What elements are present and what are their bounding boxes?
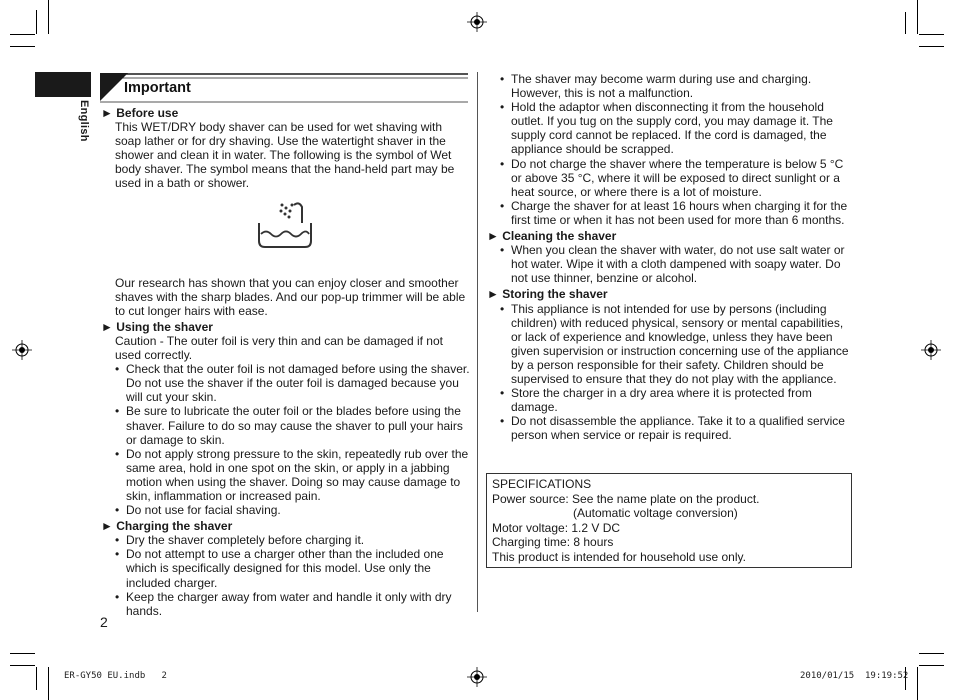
crop-mark <box>917 667 918 700</box>
bullet-list <box>101 533 471 618</box>
paragraph: Our research has shown that you can enjoy closer and smoother shaves with the sharp blades. And our pop-up trimmer will be able to cut longer hairs with ease. <box>115 275 466 318</box>
crop-mark <box>905 12 906 34</box>
arrow-icon: ► <box>101 319 113 334</box>
footer-file: ER-GY50 EU.indb 2 <box>64 671 167 681</box>
crop-mark <box>10 653 35 654</box>
crop-mark <box>48 0 49 34</box>
language-tab-label: English <box>78 100 90 142</box>
subsection-title-text: Before use <box>116 106 179 120</box>
language-tab-block <box>35 72 91 97</box>
list-item: • When you clean the shaver with water, do not use salt water or hot water. Wipe it with a cloth dampened with soapy water. Do not use thinner, benzine or alcohol. <box>500 243 845 286</box>
subsection-title-text: Cleaning the shaver <box>502 229 617 244</box>
list-item: • Do not attempt to use a charger other than the included one which is specifically designed for this model. Use only the included charger. <box>115 547 444 590</box>
list-item: • Hold the adaptor when disconnecting it from the household outlet. If you tug on the supply cord, you may damage it. The supply cord cannot be replaced. If the cord is damaged, the appliance should be scrapped. <box>500 100 833 157</box>
arrow-icon: ► <box>487 229 499 244</box>
section-heading: Important <box>124 80 191 96</box>
list-item: • Check that the outer foil is not damaged before using the shaver. Do not use the shaver if the outer foil is damaged because you will cut your skin. <box>115 362 470 405</box>
crop-mark <box>919 46 944 47</box>
crop-mark <box>36 10 37 34</box>
paragraph: This WET/DRY body shaver can be used for wet shaving with soap lather or for dry shaving. Use the watertight shaver in the shower and clean it in water. The following is the symbol of Wet body shaver. The symbol means that the hand-held part may be used in a bath or shower. <box>115 120 455 191</box>
subsection-title <box>487 287 855 301</box>
wet-shaver-bath-icon <box>256 201 314 249</box>
list-item: • Dry the shaver completely before charging it. <box>115 533 365 548</box>
subsection-title <box>101 106 471 120</box>
footer-date: 2010/01/15 <box>800 671 855 681</box>
list-item: • The shaver may become warm during use and charging. However, this is not a malfunction. <box>500 72 812 101</box>
list-item: • Store the charger in a dry area where it is protected from damage. <box>500 386 812 415</box>
crop-mark <box>917 0 918 34</box>
list-item: • Do not disassemble the appliance. Take it to a qualified service person when service or repair is required. <box>500 414 845 443</box>
spec-charging-time: Charging time: 8 hours <box>492 535 614 550</box>
registration-mark-icon <box>467 12 487 32</box>
bullet-list <box>487 302 855 443</box>
list-item: • Charge the shaver for at least 16 hours when charging it for the first time or when it has not been used for more than 6 months. <box>500 198 848 227</box>
subsection-title-text: Charging the shaver <box>116 519 233 534</box>
subsection-title-text: Using the shaver <box>116 319 213 334</box>
left-column <box>101 106 471 618</box>
arrow-icon: ► <box>101 106 113 120</box>
footer-time: 19:19:52 <box>865 671 909 681</box>
arrow-icon: ► <box>101 519 113 534</box>
list-item: • Keep the charger away from water and handle it only with dry hands. <box>115 589 452 618</box>
subsection-title <box>101 519 471 533</box>
arrow-icon: ► <box>487 287 499 302</box>
crop-mark <box>36 667 37 690</box>
crop-mark <box>10 665 35 666</box>
crop-mark <box>919 34 944 35</box>
list-item: • Do not use for facial shaving. <box>115 503 281 518</box>
registration-mark-icon <box>921 340 941 360</box>
crop-mark <box>48 667 49 700</box>
right-column <box>487 72 855 442</box>
spec-power-source: Power source: See the name plate on the product. <box>492 491 760 506</box>
registration-mark-icon <box>12 340 32 360</box>
spec-household: This product is intended for household use only. <box>492 549 746 564</box>
bullet-list <box>487 72 855 227</box>
bullet-list <box>101 362 471 517</box>
page-number: 2 <box>100 614 108 630</box>
subsection-title-text: Storing the shaver <box>502 287 608 302</box>
caution-text: Caution - The outer foil is very thin and can be damaged if not used correctly. <box>115 333 443 363</box>
specifications-box <box>486 473 852 568</box>
subsection-title <box>487 229 855 243</box>
spec-motor-voltage: Motor voltage: 1.2 V DC <box>492 520 621 535</box>
spec-power-note: (Automatic voltage conversion) <box>573 506 738 521</box>
list-item: • This appliance is not intended for use by persons (including children) with reduced physical, sensory or mental capabilities, or lack of experience and knowledge, unless they have been given supervision or instruction concerning use of the appliance by a person responsible for their safety. Children should be supervised to ensure that they do not play with the appliance. <box>500 301 849 386</box>
symbol-area <box>101 191 471 276</box>
column-divider <box>477 72 478 612</box>
crop-mark <box>919 665 944 666</box>
subsection-title <box>101 320 471 334</box>
crop-mark <box>919 653 944 654</box>
crop-mark <box>10 34 35 35</box>
list-item: • Do not apply strong pressure to the skin, repeatedly rub over the same area, hold in one spot on the skin, or apply in a jabbing motion when using the shaver. Doing so may cause damage to skin, inflammation or increased pain. <box>115 446 469 503</box>
bullet-list <box>487 243 855 285</box>
registration-mark-icon <box>467 667 487 687</box>
spec-title: SPECIFICATIONS <box>492 477 592 491</box>
crop-mark <box>10 46 35 47</box>
list-item: • Be sure to lubricate the outer foil or the blades before using the shaver. Failure to do so may cause the shaver to pull your hairs or damage to skin. <box>115 404 463 447</box>
list-item: • Do not charge the shaver where the temperature is below 5 °C or above 35 °C, where it will be exposed to direct sunlight or a heat source, or where there is a lot of moisture. <box>500 156 844 199</box>
